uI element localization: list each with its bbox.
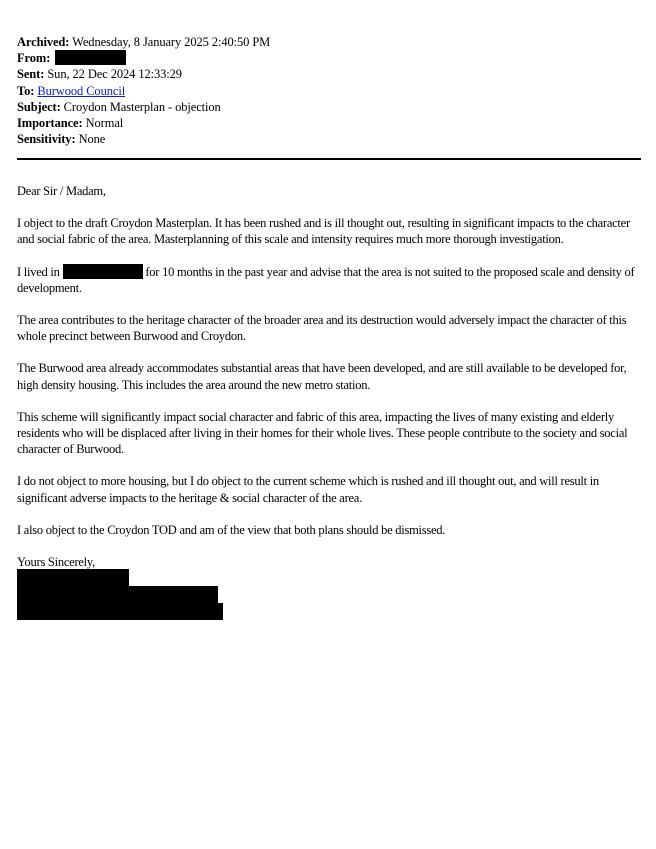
archived-value: Wednesday, 8 January 2025 2:40:50 PM: [72, 35, 271, 49]
sent-line: [17, 66, 641, 82]
paragraph-5: This scheme will significantly impact social character and fabric of this area, impacting the lives of many existing and elderly residents who will be displaced after living in their homes for their whole lives. These people contribute to the society and social character of Burwood.: [17, 409, 628, 457]
from-line: [17, 50, 641, 66]
paragraph-1: I object to the draft Croydon Masterplan. It has been rushed and is ill thought out, resulting in significant impacts to the character and social fabric of the area. Masterplanning of this scale and intensity requires much more thorough investigation.: [17, 216, 630, 247]
signature-redaction-bar-3: [17, 603, 223, 620]
email-body: [17, 183, 643, 630]
email-header: [17, 34, 641, 147]
paragraph-2: [17, 264, 643, 296]
sensitivity-line: [17, 131, 641, 147]
greeting: Dear Sir / Madam,: [17, 184, 106, 198]
subject-line: [17, 99, 641, 115]
archived-line: [17, 34, 641, 50]
paragraph-2-end: for 10 months in the past year and advise that the area is not suited to the proposed scale and density of development.: [17, 264, 635, 295]
subject-label: Subject:: [17, 99, 61, 114]
paragraph-6: I do not object to more housing, but I do object to the current scheme which is rushed and ill thought out, and will result in significant adverse impacts to the heritage & social character of the area.: [17, 474, 599, 505]
from-redaction: [55, 50, 126, 65]
signature-redaction: [17, 570, 643, 630]
paragraph-4: The Burwood area already accommodates substantial areas that have been developed, and are still available to be developed for, high density housing. This includes the area around the new metro station.: [17, 361, 627, 392]
sent-value: Sun, 22 Dec 2024 12:33:29: [47, 67, 182, 82]
header-divider: [17, 158, 641, 160]
signature-redaction-bar-1: [17, 569, 129, 586]
location-redaction: [63, 264, 143, 279]
to-line: [17, 83, 641, 99]
sensitivity-value: None: [78, 132, 106, 147]
importance-label: Importance:: [17, 116, 83, 131]
paragraph-7: I also object to the Croydon TOD and am of the view that both plans should be dismissed.: [17, 522, 446, 537]
closing: Yours Sincerely,: [17, 555, 95, 570]
subject-value: Croydon Masterplan - objection: [63, 99, 221, 114]
importance-line: [17, 115, 641, 131]
from-label: From:: [17, 51, 51, 66]
sent-label: Sent:: [17, 67, 45, 82]
importance-value: Normal: [85, 116, 124, 131]
paragraph-3: The area contributes to the heritage character of the broader area and its destruction would adversely impact the character of this whole precinct between Burwood and Croydon.: [17, 313, 627, 344]
signature-redaction-bar-2: [17, 586, 218, 603]
to-label: To:: [17, 83, 35, 98]
archived-label: Archived:: [17, 35, 70, 49]
paragraph-2-start: I lived in: [17, 264, 60, 279]
sensitivity-label: Sensitivity:: [17, 132, 76, 147]
to-recipient-link[interactable]: Burwood Council: [37, 83, 126, 98]
